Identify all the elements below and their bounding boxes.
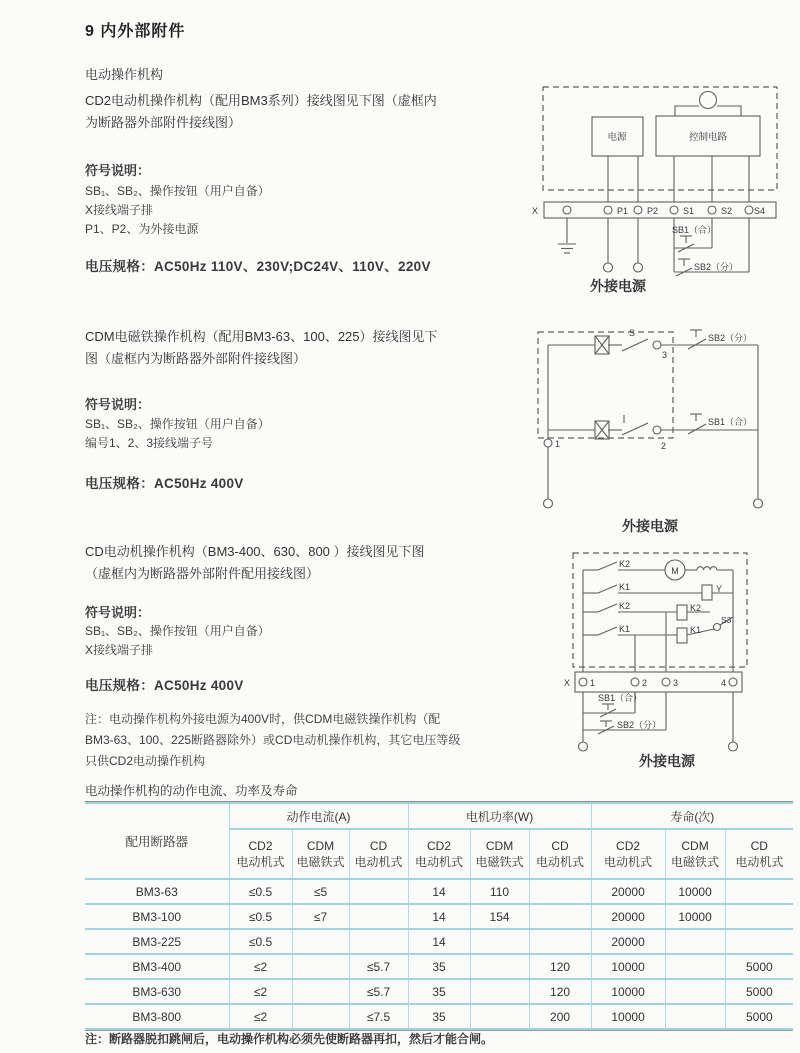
svg-text:SB1（合）: SB1（合） [708,417,753,427]
ground-symbol [558,244,576,253]
symbol-line: P1、P2、为外接电源 [85,222,199,236]
desc-line: 为断路器外部附件接线图） [85,115,242,130]
table-title: 电动操作机构的动作电流、功率及寿命 [85,784,298,798]
svg-text:SB2（分）: SB2（分） [694,262,739,272]
section2-voltage: 电压规格：AC50Hz 400V [85,476,244,491]
cdm-wiring-diagram [520,318,795,538]
dashed-enclosure [543,87,777,190]
sub-header: CD2 电动机式 [408,829,470,879]
external-power-terminal [604,263,613,272]
external-power-terminal [544,499,553,508]
section3-desc [85,541,525,585]
col-header-breaker: 配用断路器 [85,803,229,879]
release-coil-box [595,421,609,439]
symbol-line: SB₁、SB₂、操作按钮（用户自备） [85,417,270,431]
contact-k1 [598,582,630,593]
svg-text:X: X [563,678,571,688]
spec-table-wrap [85,801,793,1031]
switch-s [622,328,648,351]
svg-text:K1: K1 [690,625,702,635]
note-line: BM3-63、100、225断路器除外）或CD电动机操作机构，其它电压等级 [85,733,461,747]
svg-text:P1: P1 [617,206,629,216]
desc-line: （虚框内为断路器外部附件配用接线图） [85,566,320,581]
desc-line: CDM电磁铁操作机构（配用BM3-63、100、225）接线图见下 [85,329,438,344]
sub-header: CD 电动机式 [725,829,793,879]
cd-wiring-diagram [540,538,800,778]
switch-s3 [714,615,734,631]
svg-text:S4: S4 [754,206,766,216]
sub-header: CDM 电磁铁式 [665,829,725,879]
section2-symbols [85,415,270,453]
svg-text:K1: K1 [619,624,631,634]
desc-line: 图（虚框内为断路器外部附件接线图） [85,351,307,366]
svg-text:S3: S3 [721,615,732,625]
terminal-2 [653,426,661,434]
table-row: BM3-630 ≤2 ≤5.7 35 120 10000 5000 [85,979,793,1004]
note-line: 注：电动操作机构外接电源为400V时，供CDM电磁铁操作机构（配 [85,712,441,726]
section1-symbols-heading: 符号说明： [85,163,151,178]
table-row: BM3-100 ≤0.5 ≤7 14 154 20000 10000 [85,904,793,929]
table-row: BM3-800 ≤2 ≤7.5 35 200 10000 5000 [85,1004,793,1029]
diagram-caption: 外接电源 [590,278,646,294]
svg-text:2: 2 [642,678,648,688]
symbol-line: SB₁、SB₂、操作按钮（用户自备） [85,624,270,638]
dashed-enclosure [538,332,673,438]
symbol-line: X接线端子排 [85,643,154,657]
relay-coil-y [702,584,722,600]
col-group-current: 动作电流(A) [229,803,408,829]
svg-text:SB2（分）: SB2（分） [617,720,662,730]
svg-text:P2: P2 [647,206,659,216]
svg-text:4: 4 [720,678,726,688]
external-power-terminal [729,742,738,751]
terminal-strip [564,672,742,692]
section2-symbols-heading: 符号说明： [85,397,151,412]
svg-text:S2: S2 [721,206,733,216]
motor-symbol [675,92,741,117]
row-label: BM3-800 [85,1004,229,1029]
terminal-3 [653,341,661,349]
external-power-terminal [634,263,643,272]
note-line: 只供CD2电动操作机构 [85,754,206,768]
release-coil-box [595,336,609,354]
diagram-caption: 外接电源 [622,518,678,534]
col-group-power: 电机功率(W) [408,803,591,829]
section3-symbols [85,622,270,660]
section3-voltage: 电压规格：AC50Hz 400V [85,678,244,693]
spec-table [85,802,793,1030]
diagram-caption: 外接电源 [639,753,695,769]
terminal-1 [544,439,552,447]
svg-text:1: 1 [590,678,596,688]
svg-text:Y: Y [716,584,723,594]
sb2-button [688,330,752,349]
desc-line: CD电动机操作机构（BM3-400、630、800 ）接线图见下图 [85,544,425,559]
terminal-strip [532,202,776,218]
symbol-line: 编号1、2、3接线端子号 [85,436,214,450]
sb1-button [688,414,752,434]
svg-text:X: X [531,206,539,216]
external-power-terminal [754,499,763,508]
table-row: BM3-225 ≤0.5 14 20000 [85,929,793,954]
sub-header: CD2 电动机式 [591,829,665,879]
svg-text:K2: K2 [690,603,702,613]
svg-text:3: 3 [673,678,679,688]
section1-desc [85,90,505,134]
sub-header: CDM 电磁铁式 [292,829,349,879]
svg-text:控制电路: 控制电路 [688,132,728,143]
svg-text:S: S [628,328,636,338]
section1-heading: 电动操作机构 [85,67,164,82]
svg-text:K1: K1 [619,582,631,592]
contact-k2 [598,601,630,612]
section3-note [85,709,535,772]
table-row: BM3-63 ≤0.5 ≤5 14 110 20000 10000 [85,879,793,904]
terminal-1-label: 1 [555,439,561,449]
symbol-line: X接线端子排 [85,203,154,217]
sub-header: CD2 电动机式 [229,829,292,879]
svg-text:K2: K2 [619,559,631,569]
section3-symbols-heading: 符号说明： [85,605,151,620]
svg-text:SB2（分）: SB2（分） [708,333,753,343]
symbol-line: SB₁、SB₂、操作按钮（用户自备） [85,184,270,198]
control-circuit-box [656,116,760,156]
sb2-button [676,259,738,276]
sub-header: CD 电动机式 [529,829,591,879]
power-box [592,117,643,156]
svg-text:电源: 电源 [607,132,627,143]
desc-line: CD2电动机操作机构（配用BM3系列）接线图见下图（虚框内 [85,93,437,108]
contact-k2 [598,559,630,570]
page-title: 9 内外部附件 [85,23,186,40]
sub-header: CD 电动机式 [349,829,408,879]
cd2-wiring-diagram [520,73,795,305]
terminal-2-label: 2 [661,441,667,451]
svg-text:S1: S1 [683,206,695,216]
table-footnote: 注：断路器脱扣跳闸后，电动操作机构必须先使断路器再扣，然后才能合闸。 [85,1032,494,1046]
svg-text:M: M [671,566,679,576]
terminal-3-label: 3 [662,350,668,360]
section1-voltage: 电压规格：AC50Hz 110V、230V;DC24V、110V、220V [85,259,431,274]
sb2-button [598,719,661,734]
table-row: BM3-400 ≤2 ≤5.7 35 120 10000 5000 [85,954,793,979]
row-label: BM3-100 [85,904,229,929]
contact-k1 [598,624,630,635]
sub-header: CDM 电磁铁式 [470,829,529,879]
row-label: BM3-225 [85,929,229,954]
svg-text:SB1（合）: SB1（合） [672,225,717,235]
col-group-life: 寿命(次) [591,803,793,829]
row-label: BM3-63 [85,879,229,904]
svg-text:K2: K2 [619,601,631,611]
section2-desc [85,326,515,370]
switch-contact [622,415,648,435]
section1-symbols [85,182,270,239]
svg-text:SB1（合）: SB1（合） [598,693,643,703]
row-label: BM3-400 [85,954,229,979]
row-label: BM3-630 [85,979,229,1004]
external-power-terminal [579,742,588,751]
